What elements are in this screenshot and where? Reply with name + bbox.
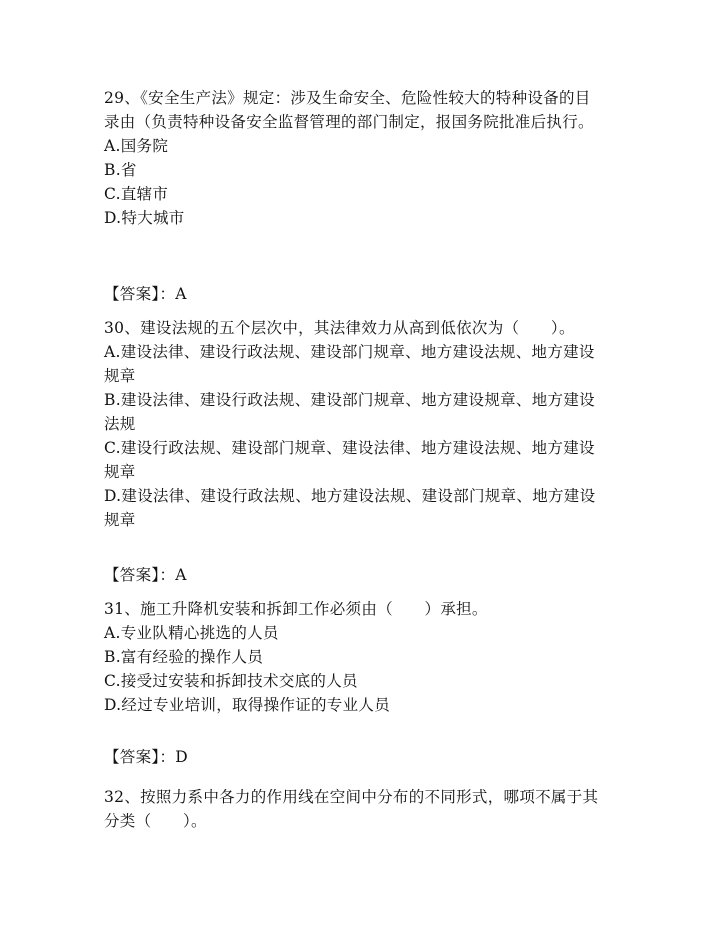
option-a: A.国务院: [104, 137, 169, 155]
option-b: B.富有经验的操作人员: [104, 648, 264, 666]
question-29: [104, 86, 604, 230]
question-stem: 29、《安全生产法》规定：涉及生命安全、危险性较大的特种设备的目录由（负责特种设备安全监督管理的部门制定，报国务院批准后执行。: [104, 89, 594, 131]
answer-30: 【答案】：A: [104, 566, 187, 584]
option-a: A.专业队精心挑选的人员: [104, 624, 279, 642]
question-stem: 30、建设法规的五个层次中，其法律效力从高到低依次为（ ）。: [104, 319, 575, 337]
question-stem: 31、施工升降机安装和拆卸工作必须由（ ）承担。: [104, 600, 488, 618]
answer-29: 【答案】：A: [104, 285, 187, 303]
option-d: D.经过专业培训，取得操作证的专业人员: [104, 696, 391, 714]
option-d: D.建设法律、建设行政法规、地方建设法规、建设部门规章、地方建设规章: [104, 487, 596, 529]
option-c: C.建设行政法规、建设部门规章、建设法律、地方建设法规、地方建设规章: [104, 439, 595, 481]
option-c: C.直辖市: [104, 185, 169, 203]
question-31: [104, 597, 604, 717]
option-b: B.省: [104, 161, 137, 179]
question-32: [104, 785, 604, 833]
option-b: B.建设法律、建设行政法规、建设部门规章、地方建设规章、地方建设法规: [104, 391, 595, 433]
question-stem: 32、按照力系中各力的作用线在空间中分布的不同形式，哪项不属于其分类（ ）。: [104, 788, 599, 830]
option-c: C.接受过安装和拆卸技术交底的人员: [104, 672, 358, 690]
option-a: A.建设法律、建设行政法规、建设部门规章、地方建设法规、地方建设规章: [104, 343, 595, 385]
answer-31: 【答案】：D: [104, 748, 188, 766]
option-d: D.特大城市: [104, 209, 185, 227]
question-30: [104, 316, 604, 532]
